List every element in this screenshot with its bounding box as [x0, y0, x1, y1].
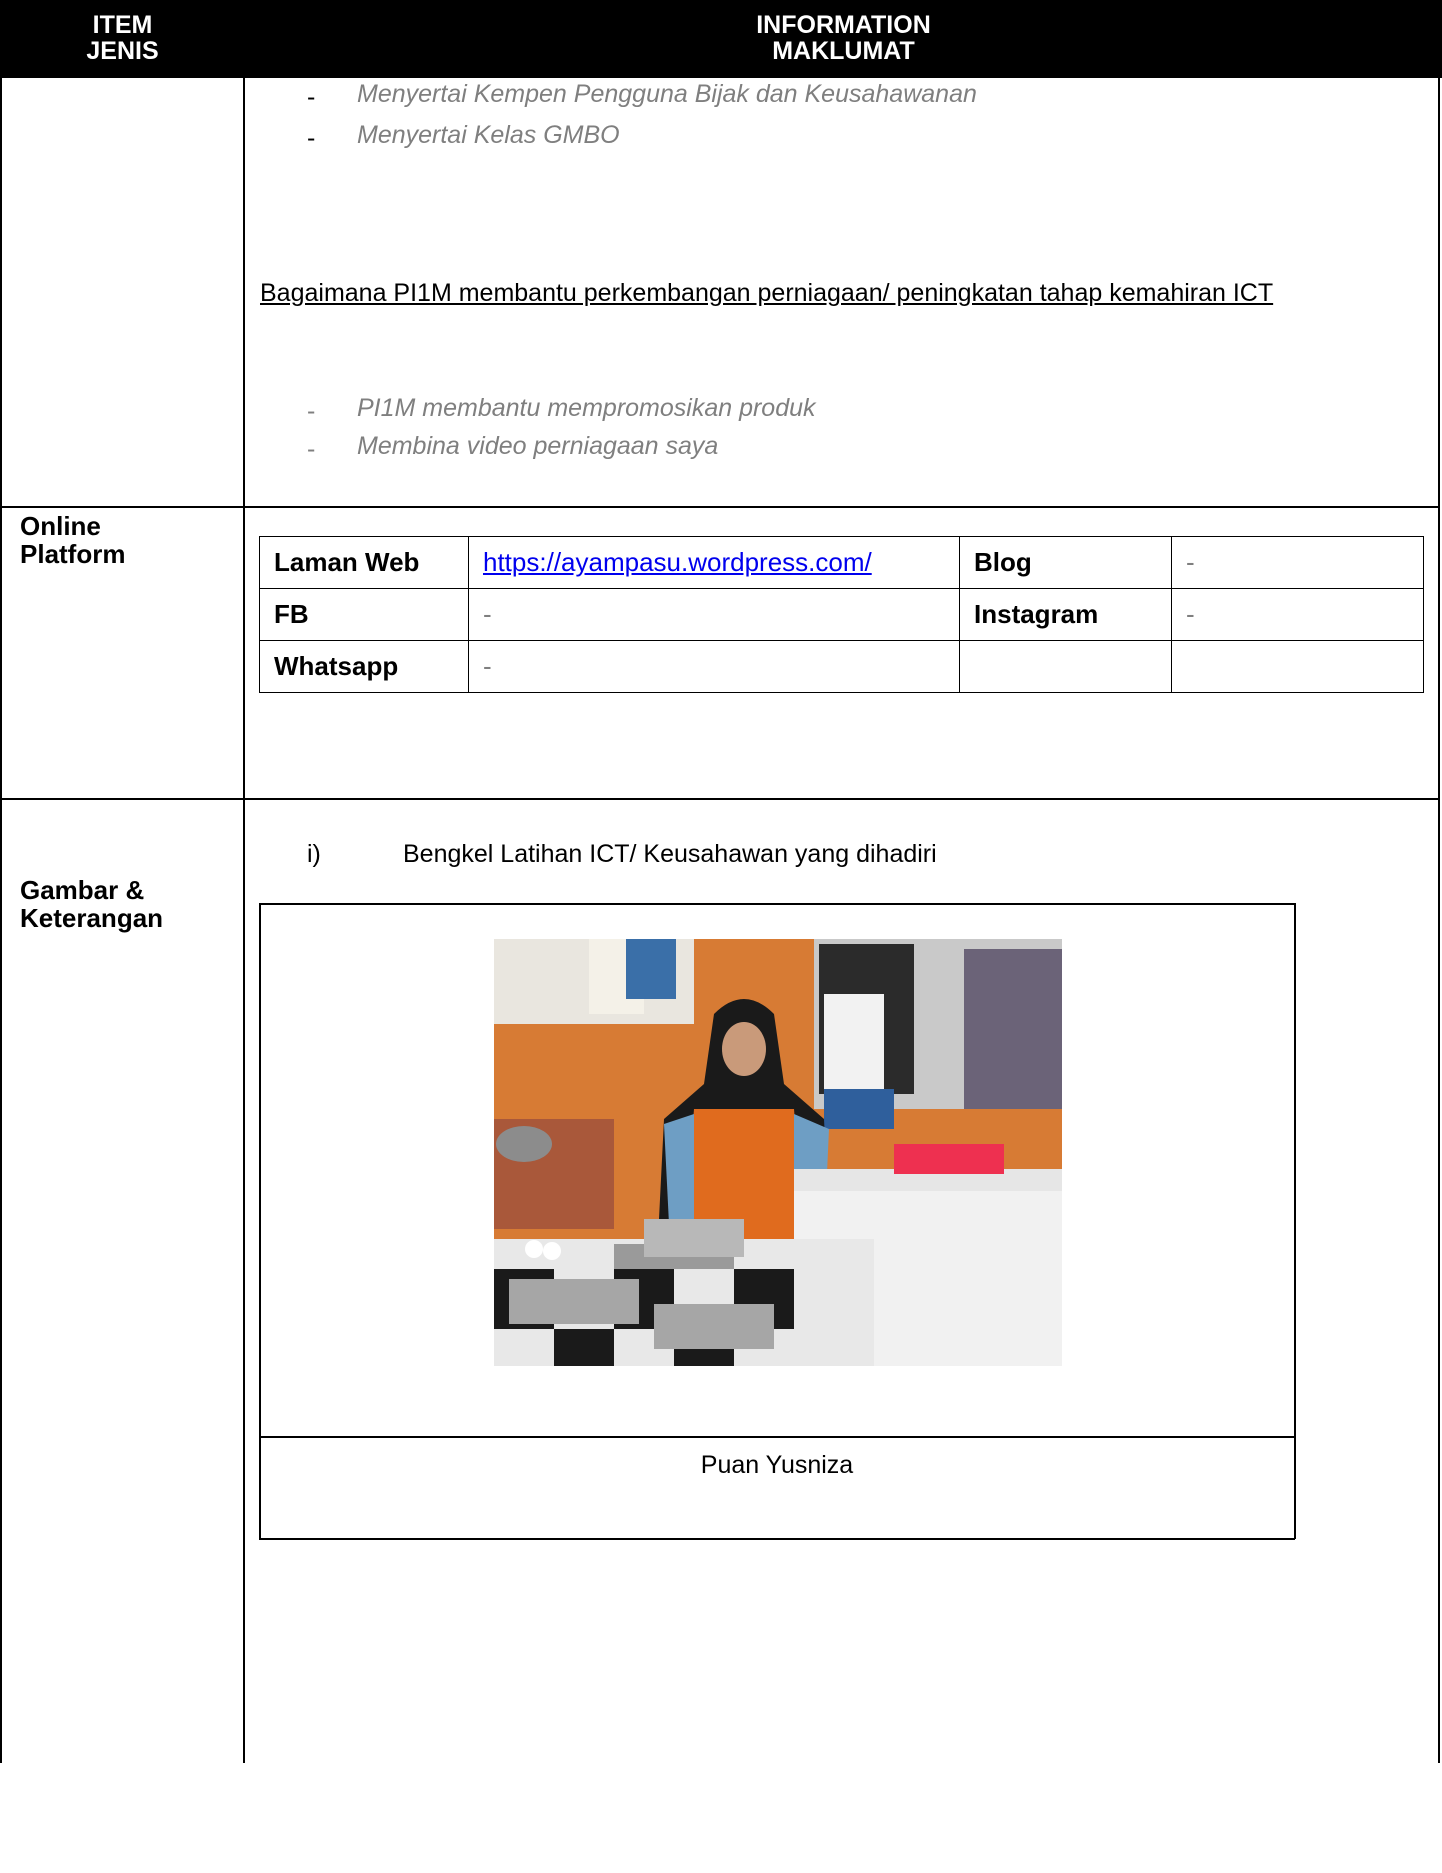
gallery-photo	[494, 939, 1062, 1366]
website-cell	[469, 537, 960, 589]
online-platform-table	[259, 536, 1424, 693]
instagram-value: -	[1172, 589, 1424, 641]
header-item-en: ITEM	[92, 11, 153, 39]
photo-caption: Puan Yusniza	[700, 1451, 854, 1479]
row-divider-2	[0, 798, 1440, 800]
gallery-item-title: Bengkel Latihan ICT/ Keusahawan yang dihadiri	[403, 840, 937, 868]
fb-label: FB	[260, 589, 469, 641]
activity-item: Menyertai Kempen Pengguna Bijak dan Keusahawanan	[357, 80, 977, 108]
header-info	[245, 12, 1442, 64]
left-border	[0, 78, 2, 1763]
gallery-label: Gambar & Keterangan	[20, 875, 164, 933]
pi1m-item: Membina video perniagaan saya	[357, 432, 719, 460]
header-info-en: INFORMATION	[756, 11, 931, 39]
whatsapp-label: Whatsapp	[260, 641, 469, 693]
website-label: Laman Web	[260, 537, 469, 589]
fb-value: -	[469, 589, 960, 641]
column-divider	[243, 78, 245, 1763]
row-divider-1	[0, 506, 1440, 508]
blog-value: -	[1172, 537, 1424, 589]
table-header	[0, 0, 1442, 78]
header-info-ms: MAKLUMAT	[772, 37, 915, 65]
header-item	[0, 12, 245, 64]
instagram-label: Instagram	[960, 589, 1172, 641]
gallery-item-number: i)	[307, 840, 321, 868]
pi1m-heading: Bagaimana PI1M membantu perkembangan perniagaan/ peningkatan tahap kemahiran ICT	[260, 279, 1274, 307]
blog-label: Blog	[960, 537, 1172, 589]
caption-divider	[259, 1436, 1295, 1438]
pi1m-item: PI1M membantu mempromosikan produk	[357, 394, 816, 422]
activity-item: Menyertai Kelas GMBO	[357, 121, 620, 149]
header-item-ms: JENIS	[86, 37, 159, 65]
online-platform-label: Online Platform	[20, 511, 126, 569]
right-border	[1438, 78, 1440, 1763]
whatsapp-value: -	[469, 641, 960, 693]
caption-box-bottom	[259, 1538, 1295, 1540]
website-link[interactable]: https://ayampasu.wordpress.com/	[483, 547, 872, 577]
